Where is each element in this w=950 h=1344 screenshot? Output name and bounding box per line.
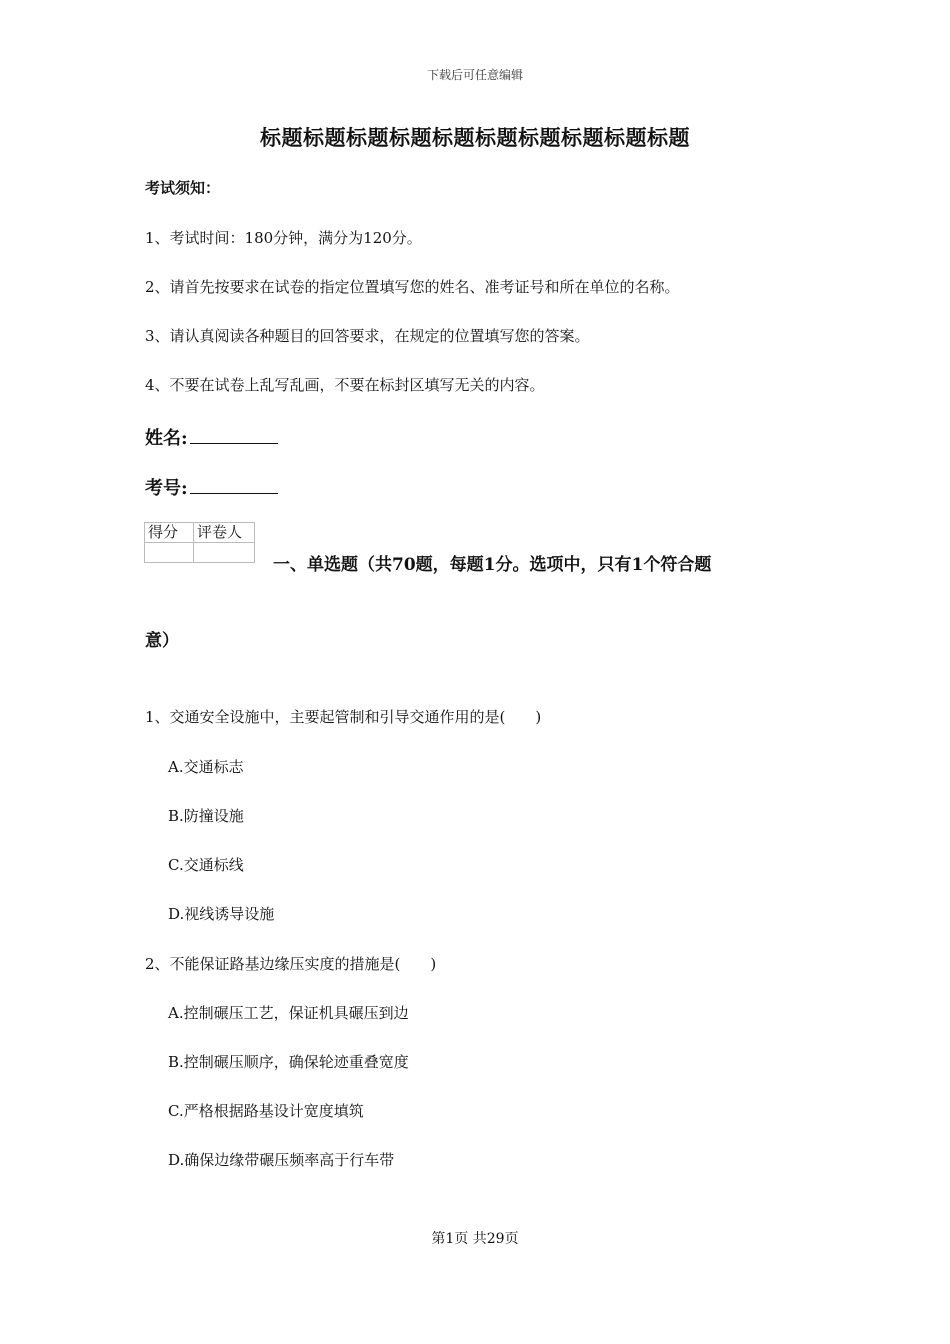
- grader-header: 评卷人: [194, 523, 255, 543]
- question-option: B.控制碾压顺序，确保轮迹重叠宽度: [168, 1053, 409, 1071]
- question-option: D.确保边缘带碾压频率高于行车带: [168, 1151, 395, 1169]
- grader-cell[interactable]: [194, 543, 255, 563]
- name-blank[interactable]: [190, 425, 278, 444]
- notice-heading: 考试须知：: [145, 179, 221, 197]
- id-label: 考号:: [145, 478, 188, 499]
- question-option: A.控制碾压工艺，保证机具碾压到边: [168, 1004, 409, 1022]
- id-blank[interactable]: [190, 475, 278, 494]
- name-field: [145, 424, 278, 450]
- question-option: D.视线诱导设施: [168, 905, 275, 923]
- header-note: 下载后可任意编辑: [426, 68, 523, 82]
- question-stem: 1、交通安全设施中，主要起管制和引导交通作用的是( ): [145, 708, 542, 726]
- section-title-continued: 意）: [145, 631, 179, 651]
- document-title: 标题标题标题标题标题标题标题标题标题标题: [260, 125, 690, 150]
- question-option: B.防撞设施: [168, 807, 244, 825]
- score-cell[interactable]: [145, 543, 194, 563]
- question-option: C.严格根据路基设计宽度填筑: [168, 1102, 364, 1120]
- notice-item: 1、考试时间：180分钟，满分为120分。: [145, 229, 422, 247]
- notice-item: 4、不要在试卷上乱写乱画，不要在标封区填写无关的内容。: [145, 376, 545, 394]
- notice-item: 3、请认真阅读各种题目的回答要求，在规定的位置填写您的答案。: [145, 327, 590, 345]
- notice-item: 2、请首先按要求在试卷的指定位置填写您的姓名、准考证号和所在单位的名称。: [145, 278, 680, 296]
- score-table: [144, 522, 255, 563]
- name-label: 姓名:: [145, 428, 188, 449]
- id-field: [145, 474, 278, 500]
- page-footer: 第1页 共29页: [431, 1231, 519, 1247]
- question-option: C.交通标线: [168, 856, 244, 874]
- question-option: A.交通标志: [168, 758, 244, 776]
- question-stem: 2、不能保证路基边缘压实度的措施是( ): [145, 955, 437, 973]
- section-title: 一、单选题（共70题，每题1分。选项中，只有1个符合题: [273, 555, 712, 575]
- score-header: 得分: [145, 523, 194, 543]
